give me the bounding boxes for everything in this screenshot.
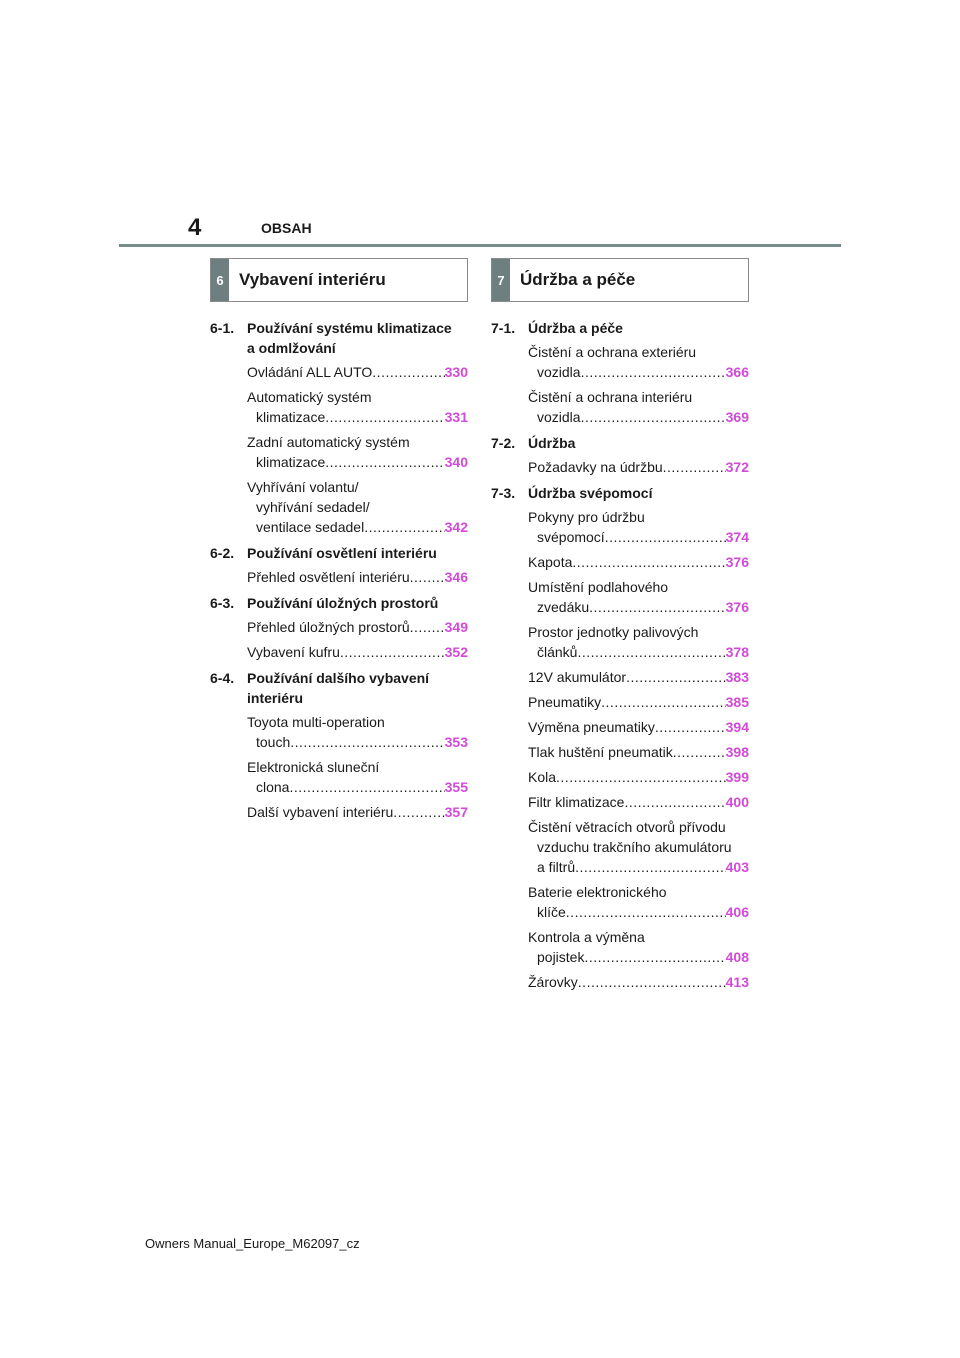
toc-entry-text: pojistek bbox=[537, 949, 585, 965]
toc-entry-line bbox=[247, 732, 468, 752]
dot-leader bbox=[624, 792, 725, 812]
dot-leader bbox=[290, 732, 444, 752]
toc-page-link[interactable]: 403 bbox=[725, 859, 749, 875]
toc-entry-text: Žárovky bbox=[528, 974, 578, 990]
section-number-tab: 7 bbox=[492, 259, 510, 301]
section-number-tab: 6 bbox=[211, 259, 229, 301]
toc-entry-line bbox=[528, 857, 749, 877]
section-header bbox=[491, 258, 749, 302]
toc-entry-line bbox=[247, 617, 468, 637]
toc-entry[interactable] bbox=[528, 927, 749, 967]
toc-entry-line bbox=[247, 802, 468, 822]
toc-page-link[interactable]: 400 bbox=[725, 794, 749, 810]
toc-entry-line bbox=[528, 947, 749, 967]
toc-entry-text: zvedáku bbox=[537, 599, 590, 615]
toc-page-link[interactable]: 385 bbox=[725, 694, 749, 710]
page-footer: Owners Manual_Europe_M62097_cz bbox=[145, 1236, 360, 1251]
toc-entry[interactable] bbox=[528, 792, 749, 812]
toc-entry[interactable] bbox=[247, 757, 468, 797]
toc-entry-text: Ovládání ALL AUTO bbox=[247, 364, 373, 380]
toc-entry[interactable] bbox=[528, 767, 749, 787]
toc-page-link[interactable]: 355 bbox=[444, 779, 468, 795]
section-header bbox=[210, 258, 468, 302]
toc-group-heading bbox=[491, 433, 749, 453]
toc-page-link[interactable]: 376 bbox=[725, 554, 749, 570]
toc-entry-line bbox=[528, 527, 749, 547]
toc-entry-line bbox=[528, 362, 749, 382]
toc-entry-line bbox=[528, 767, 749, 787]
toc-entry-text: Filtr klimatizace bbox=[528, 794, 625, 810]
toc-page-link[interactable]: 331 bbox=[444, 409, 468, 425]
toc-group-title-line: Používání úložných prostorů bbox=[247, 595, 439, 611]
toc-page-link[interactable]: 394 bbox=[725, 719, 749, 735]
toc-entry[interactable] bbox=[247, 617, 468, 637]
dot-leader bbox=[393, 802, 444, 822]
toc-entry-line bbox=[528, 692, 749, 712]
toc-entry-text: Kontrola a výměna bbox=[528, 929, 645, 945]
toc-entry-line bbox=[528, 792, 749, 812]
toc-entry-text: Čistění větracích otvorů přívodu bbox=[528, 819, 726, 835]
toc-group-title-line: Údržba bbox=[528, 435, 576, 451]
toc-entry[interactable] bbox=[528, 457, 749, 477]
page-title: OBSAH bbox=[261, 220, 312, 236]
toc-entry-text: vyhřívání sedadel/ bbox=[256, 499, 370, 515]
toc-page-link[interactable]: 408 bbox=[725, 949, 749, 965]
dot-leader bbox=[581, 407, 726, 427]
toc-page-link[interactable]: 342 bbox=[444, 519, 468, 535]
dot-leader bbox=[410, 567, 445, 587]
toc-page-link[interactable]: 352 bbox=[444, 644, 468, 660]
dot-leader bbox=[578, 972, 726, 992]
toc-entry[interactable] bbox=[528, 667, 749, 687]
toc-page-link[interactable]: 330 bbox=[444, 364, 468, 380]
toc-entry[interactable] bbox=[247, 567, 468, 587]
toc-page-link[interactable]: 413 bbox=[725, 974, 749, 990]
toc-entry-line bbox=[528, 597, 749, 617]
toc-group bbox=[210, 593, 468, 662]
toc-entry-text: Čistění a ochrana exteriéru bbox=[528, 344, 697, 360]
dot-leader bbox=[325, 407, 444, 427]
toc-entry-text: Pokyny pro údržbu bbox=[528, 509, 645, 525]
toc-entry-line bbox=[528, 742, 749, 762]
toc-group-title bbox=[247, 318, 468, 358]
toc-entry-text: svépomocí bbox=[537, 529, 605, 545]
toc-entry[interactable] bbox=[528, 972, 749, 992]
toc-group bbox=[210, 543, 468, 587]
toc-group-heading bbox=[491, 483, 749, 503]
toc-entry-text: Umístění podlahového bbox=[528, 579, 669, 595]
toc-entry-text: Požadavky na údržbu bbox=[528, 459, 663, 475]
dot-leader bbox=[364, 517, 444, 537]
toc-group bbox=[210, 318, 468, 537]
toc-page-link[interactable]: 369 bbox=[725, 409, 749, 425]
toc-entry[interactable] bbox=[528, 552, 749, 572]
toc-group-title bbox=[528, 433, 749, 453]
toc-group-title-line: Údržba a péče bbox=[528, 320, 623, 336]
toc-group-number: 6-4. bbox=[210, 670, 235, 686]
toc-entry-text: Baterie elektronického bbox=[528, 884, 667, 900]
dot-leader bbox=[410, 617, 445, 637]
toc-page-link[interactable]: 372 bbox=[725, 459, 749, 475]
toc-page-link[interactable]: 374 bbox=[725, 529, 749, 545]
toc-entry-text: vozidla bbox=[537, 364, 581, 380]
toc-group-number: 7-3. bbox=[491, 485, 516, 501]
toc-entry[interactable] bbox=[528, 622, 749, 662]
dot-leader bbox=[372, 362, 444, 382]
toc-entry[interactable] bbox=[528, 507, 749, 547]
toc-entry[interactable] bbox=[247, 432, 468, 472]
toc-entry-line bbox=[247, 362, 468, 382]
toc-entry-line bbox=[528, 457, 749, 477]
toc-entry-text: Vybavení kufru bbox=[247, 644, 340, 660]
toc-group-title-line: Používání osvětlení interiéru bbox=[247, 545, 437, 561]
toc-entry-line bbox=[247, 517, 468, 537]
toc-page-link[interactable]: 406 bbox=[725, 904, 749, 920]
toc-group-title bbox=[528, 483, 749, 503]
toc-entry[interactable] bbox=[528, 817, 749, 877]
dot-leader bbox=[572, 552, 725, 572]
toc-entry[interactable] bbox=[247, 802, 468, 822]
toc-entry-line bbox=[247, 777, 468, 797]
dot-leader bbox=[325, 452, 444, 472]
toc-entry-line bbox=[247, 452, 468, 472]
toc-column-left bbox=[210, 258, 468, 828]
toc-entry-line bbox=[247, 407, 468, 427]
toc-group-title-line: Údržba svépomocí bbox=[528, 485, 653, 501]
toc-group-number: 7-2. bbox=[491, 435, 516, 451]
toc-entry-text: ventilace sedadel bbox=[256, 519, 365, 535]
toc-page-link[interactable]: 399 bbox=[725, 769, 749, 785]
dot-leader bbox=[581, 362, 726, 382]
dot-leader bbox=[584, 947, 725, 967]
toc-page-link[interactable]: 376 bbox=[725, 599, 749, 615]
toc-group-number: 6-1. bbox=[210, 320, 235, 336]
toc-group-title-line: Používání systému klimatizace bbox=[247, 320, 452, 336]
dot-leader bbox=[289, 777, 444, 797]
toc-group-title-line: Používání dalšího vybavení bbox=[247, 670, 430, 686]
toc-page-link[interactable]: 383 bbox=[725, 669, 749, 685]
toc-entry-text: Přehled úložných prostorů bbox=[247, 619, 410, 635]
dot-leader bbox=[566, 902, 726, 922]
toc-page-link[interactable]: 349 bbox=[444, 619, 468, 635]
toc-entry[interactable] bbox=[247, 387, 468, 427]
toc-group-heading bbox=[210, 543, 468, 563]
toc-page-link[interactable]: 366 bbox=[725, 364, 749, 380]
dot-leader bbox=[655, 717, 726, 737]
toc-entry[interactable] bbox=[528, 387, 749, 427]
toc-entry-text: klíče bbox=[537, 904, 566, 920]
toc-entry-line bbox=[528, 902, 749, 922]
toc-entry-text: clona bbox=[256, 779, 290, 795]
page-number: 4 bbox=[188, 214, 202, 241]
header-divider bbox=[119, 244, 841, 247]
toc-group bbox=[491, 433, 749, 477]
toc-page-link[interactable]: 378 bbox=[725, 644, 749, 660]
toc-entry-text: Čistění a ochrana interiéru bbox=[528, 389, 693, 405]
toc-entry-text: klimatizace bbox=[256, 454, 326, 470]
toc-group-title-line: interiéru bbox=[247, 690, 304, 706]
toc-group-number: 6-3. bbox=[210, 595, 235, 611]
toc-entry-line bbox=[528, 642, 749, 662]
toc-entry[interactable] bbox=[528, 342, 749, 382]
toc-group-title bbox=[247, 543, 468, 563]
toc-entry[interactable] bbox=[247, 642, 468, 662]
toc-entry-line bbox=[247, 567, 468, 587]
toc-entry-text: Další vybavení interiéru bbox=[247, 804, 394, 820]
toc-entry[interactable] bbox=[247, 477, 468, 537]
toc-entry-line bbox=[528, 407, 749, 427]
toc-entry-text: Elektronická sluneční bbox=[247, 759, 380, 775]
dot-leader bbox=[575, 857, 726, 877]
toc-group-number: 6-2. bbox=[210, 545, 235, 561]
toc-entry[interactable] bbox=[247, 362, 468, 382]
toc-page-link[interactable]: 353 bbox=[444, 734, 468, 750]
toc-group-heading bbox=[210, 318, 468, 358]
toc-entry-text: Přehled osvětlení interiéru bbox=[247, 569, 410, 585]
toc-group-title bbox=[528, 318, 749, 338]
toc-entry-line bbox=[528, 552, 749, 572]
toc-entry[interactable] bbox=[528, 742, 749, 762]
toc-entry-text: Prostor jednotky palivových bbox=[528, 624, 699, 640]
section-title: Údržba a péče bbox=[520, 270, 636, 289]
toc-page-link[interactable]: 340 bbox=[444, 454, 468, 470]
toc-entry-text: Kola bbox=[528, 769, 557, 785]
toc-entry-text: klimatizace bbox=[256, 409, 326, 425]
toc-page-link[interactable]: 398 bbox=[725, 744, 749, 760]
dot-leader bbox=[626, 667, 726, 687]
toc-entry-text: a filtrů bbox=[537, 859, 576, 875]
toc-group-title bbox=[247, 668, 468, 708]
toc-entry[interactable] bbox=[247, 712, 468, 752]
toc-group-title-line: a odmlžování bbox=[247, 340, 336, 356]
dot-leader bbox=[556, 767, 726, 787]
toc-column-right bbox=[491, 258, 749, 998]
toc-entry-line bbox=[528, 667, 749, 687]
toc-entry-line bbox=[528, 972, 749, 992]
toc-group-heading bbox=[491, 318, 749, 338]
toc-entry-text: Zadní automatický systém bbox=[247, 434, 410, 450]
toc-entry-text: Vyhřívání volantu/ bbox=[247, 479, 359, 495]
toc-entry-line bbox=[247, 642, 468, 662]
dot-leader bbox=[577, 642, 725, 662]
toc-group-heading bbox=[210, 668, 468, 708]
toc-entry-line bbox=[528, 717, 749, 737]
dot-leader bbox=[663, 457, 726, 477]
toc-entry-text: 12V akumulátor bbox=[528, 669, 627, 685]
dot-leader bbox=[605, 527, 726, 547]
toc-group-heading bbox=[210, 593, 468, 613]
toc-entry-text: Kapota bbox=[528, 554, 573, 570]
toc-entry[interactable] bbox=[528, 717, 749, 737]
dot-leader bbox=[673, 742, 726, 762]
toc-group bbox=[491, 483, 749, 992]
toc-entry-text: touch bbox=[256, 734, 291, 750]
toc-entry-text: Tlak huštění pneumatik bbox=[528, 744, 673, 760]
toc-group-title bbox=[247, 593, 468, 613]
toc-page-link[interactable]: 357 bbox=[444, 804, 468, 820]
toc-group bbox=[210, 668, 468, 822]
toc-entry-text: Výměna pneumatiky bbox=[528, 719, 655, 735]
dot-leader bbox=[589, 597, 725, 617]
dot-leader bbox=[601, 692, 725, 712]
toc-entry-text: článků bbox=[537, 644, 578, 660]
toc-entry-text: Toyota multi-operation bbox=[247, 714, 385, 730]
toc-group bbox=[491, 318, 749, 427]
dot-leader bbox=[340, 642, 445, 662]
toc-entry-text: Pneumatiky bbox=[528, 694, 602, 710]
toc-entry[interactable] bbox=[528, 577, 749, 617]
toc-entry[interactable] bbox=[528, 692, 749, 712]
toc-entry[interactable] bbox=[528, 882, 749, 922]
toc-entry-text: vzduchu trakčního akumulátoru bbox=[537, 839, 732, 855]
toc-entry-text: Automatický systém bbox=[247, 389, 372, 405]
section-title: Vybavení interiéru bbox=[239, 270, 386, 289]
toc-group-number: 7-1. bbox=[491, 320, 516, 336]
toc-entry-text: vozidla bbox=[537, 409, 581, 425]
toc-page-link[interactable]: 346 bbox=[444, 569, 468, 585]
